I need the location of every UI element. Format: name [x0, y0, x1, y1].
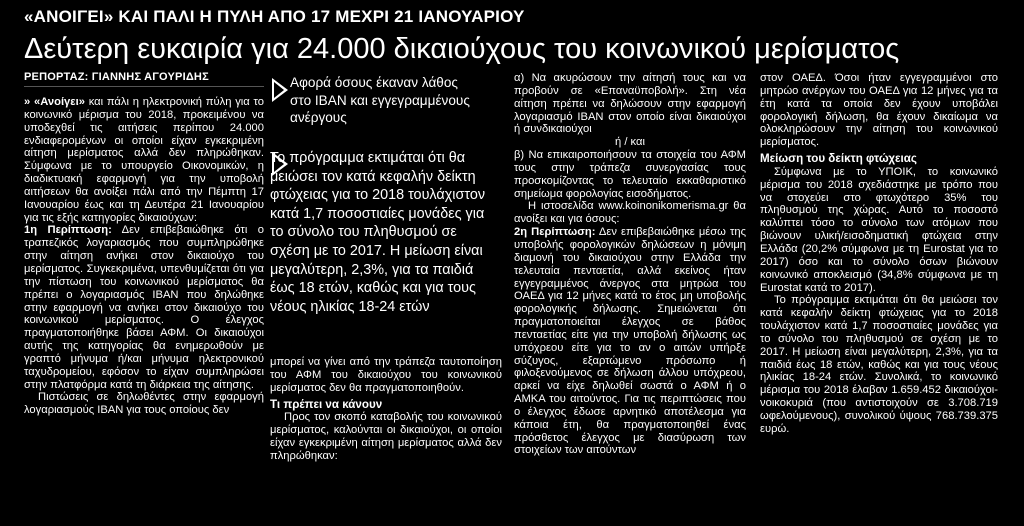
col4-subhead: Μείωση του δείκτη φτώχειας — [760, 152, 917, 166]
pull-quote-2: Το πρόγραμμα εκτιμάται ότι θα μειώσει τον κατά κεφαλήν δείκτη φτώχειας για το 2018 τουλάχιστον κατά 1,7 ποσοστιαίες μονάδες για το σύνολο του πληθυσμού σε σχέση με το 2017. Η μείωση είναι μεγαλύτερη, 2,3%, για τα παιδιά έως 18 ετών, καθώς και για τους νέους ηλικίας 18-24 ετών — [270, 150, 486, 315]
pull-quote-1: Αφορά όσους έκαναν λάθος στο IBAN και εγγεγραμμένους ανέργους — [290, 75, 470, 125]
option-or: ή / και — [615, 136, 645, 149]
case1-text: Δεν επιβεβαιώθηκε ότι ο τραπεζικός λογαριασμός που συμπληρώθηκε στην αίτηση ανήκει στον δικαιούχο του μερίσματος. Συγκεκριμένα, υπενθυμίζεται ότι για την πίστωση του κοινωνικού μερίσματος θα πρέπει ο λογαριασμός IBAN που δηλώθηκε στην εφαρμογή να ανήκει στον δικαιούχο του κοινωνικού μερίσματος. Ο έλεγχος πραγματοποιήθηκε βάσει ΑΦΜ. Οι δικαιούχοι αυτής της κατηγορίας θα ενημερωθούν με γραπτό μήνυμα ή/και μήνυμα ηλεκτρονικού ταχυδρομείου, εφόσον το είχαν συμπληρώσει στην πλατφόρμα κατά τη διάρκεια της αίτησης. — [24, 224, 264, 391]
col2-paragraph-2: Προς τον σκοπό καταβολής του κοινωνικού μερίσματος, καλούνται οι δικαιούχοι, οι οποίοι είχαν εγκεκριμένη αίτηση μερίσματος αλλά δεν πληρώθηκαν: — [270, 411, 502, 462]
column-3 — [514, 72, 746, 457]
case2-text: Δεν επιβεβαιώθηκε μέσω της υποβολής φορολογικών δηλώσεων η μόνιμη διαμονή του δικαιούχου στην Ελλάδα την τελευταία πενταετία, αλλά εκείνος ήταν εγγεγραμμένος άνεργος στα μητρώα του ΟΑΕΔ για 12 μήνες κατά το έτος μη υποβολής φορολογικής δήλωσης. Σημειώνεται ότι πραγματοποιείται έλεγχος σε βάθος πενταετίας είτε για την υποβολή δήλωσης ως υπόχρεου είτε για το αν ο αιτών υπήρξε σύζυγος, εξαρτώμενο πρόσωπο ή φιλοξενούμενος σε δήλωση άλλου υπόχρεου, αρκεί να είχε δηλωθεί σωστά ο ΑΦΜ ή ο ΑΜΚΑ του αιτούντος. Για τις περιπτώσεις που ο έλεγχος έδωσε αρνητικό αποτέλεσμα για κάποια έτη, θα πραγματοποιηθεί ένας πρόσθετος έλεγχος με διασύρωση των στοιχείων των αιτούντων — [514, 226, 747, 457]
byline: ΡΕΠΟΡΤΑΖ: ΓΙΑΝΝΗΣ ΑΓΟΥΡΙΔΗΣ — [24, 71, 209, 83]
kicker: «ΑΝΟΙΓΕΙ» ΚΑΙ ΠΑΛΙ Η ΠΥΛΗ ΑΠΟ 17 ΜΕΧΡΙ 21 ΙΑΝΟΥΑΡΙΟΥ — [24, 7, 525, 26]
col2-paragraph-1: μπορεί να γίνει από την τράπεζα ταυτοποίηση του ΑΦΜ του δικαιούχου του κοινωνικού μερίσματος δεν θα πραγματοποιηθούν. — [270, 356, 502, 394]
column-4 — [760, 72, 998, 436]
byline-rule — [24, 86, 264, 87]
column-1 — [24, 96, 264, 417]
col2-subhead: Τι πρέπει να κάνουν — [270, 397, 383, 411]
triangle-icon — [272, 78, 288, 102]
case2-label: 2η Περίπτωση: — [514, 226, 596, 239]
column-2 — [270, 356, 502, 463]
case1-paragraph — [24, 224, 264, 391]
website-note: Η ιστοσελίδα www.koinonikomerisma.gr θα ανοίξει και για όσους: — [514, 200, 746, 226]
lead-paragraph — [24, 96, 264, 224]
case2-paragraph — [514, 226, 746, 457]
option-a: α) Να ακυρώσουν την αίτησή τους και να προβούν σε «Επαναϋποβολή». Στη νέα αίτηση πρέπει να δηλώσουν στην εφαρμογή λογαριασμό IBAN στον οποίο είναι δικαιούχοι ή συνδικαιούχοι — [514, 72, 746, 136]
col4-paragraph-3: Το πρόγραμμα εκτιμάται ότι θα μειώσει τον κατά κεφαλήν δείκτη φτώχειας για το 2018 τουλάχιστον κατά 1,7 ποσοστιαίες μονάδες για το σύνολο του πληθυσμού σε σχέση με το 2017. Η μείωση είναι μεγαλύτερη, 2,3%, για τα παιδιά έως 18 ετών, καθώς και για τους νέους ηλικίας 18-24 ετών. Συνολικά, το κοινωνικό μέρισμα του 2018 έλαβαν 1.659.452 δικαιούχοι-νοικοκυριά (που αντιστοιχούν σε 3.708.719 ωφελούμενους), συνολικού ύψους 768.739.375 ευρώ. — [760, 294, 998, 435]
col1-paragraph-2: Πιστώσεις σε δηλωθέντες στην εφαρμογή λογαριασμούς IBAN για τους οποίους δεν — [24, 391, 264, 417]
option-b: β) Να επικαιροποιήσουν τα στοιχεία του ΑΦΜ τους στην τράπεζα συνεργασίας τους προσκομίζοντας το τελευταίο εκκαθαριστικό σημείωμα φορολογίας εισοδήματος. — [514, 149, 746, 200]
chevron-icon: » — [24, 96, 31, 108]
col4-paragraph-1: στον ΟΑΕΔ. Όσοι ήταν εγγεγραμμένοι στο μητρώο ανέργων του ΟΑΕΔ για 12 μήνες για τα έτη κατά τα οποία δεν έχουν υποβάλει φορολογική δήλωση, θα έχουν δικαίωμα να ολοκληρώσουν την αίτηση του κοινωνικού μερίσματος. — [760, 72, 998, 149]
headline: Δεύτερη ευκαιρία για 24.000 δικαιούχους του κοινωνικού μερίσματος — [24, 33, 900, 65]
lead-text: και πάλι η ηλεκτρονική πύλη για το κοινωνικό μέρισμα του 2018, προκειμένου να υποδεχθεί τις αιτήσεις περίπου 24.000 ενδιαφερομένων οι οποίοι είχαν εγκεκριμένη αίτηση μερίσματος αλλά δεν πληρώθηκαν. Σύμφωνα με το υπουργείο Οικονομικών, η διαδικτυακή εφαρμογή για την υποβολή αιτήσεων θα ανοίξει πάλι από την Πέμπτη 17 Ιανουαρίου έως και τη Δευτέρα 21 Ιανουαρίου για τις εξής κατηγορίες δικαιούχων: — [24, 96, 264, 224]
lead-bold: «Ανοίγει» — [34, 96, 85, 108]
case1-label: 1η Περίπτωση: — [24, 224, 112, 237]
col4-paragraph-2: Σύμφωνα με το ΥΠΟΙΚ, το κοινωνικό μέρισμα του 2018 σχεδιάστηκε με τρόπο που να στοχεύει στο φτωχότερο 35% του πληθυσμού της χώρας. Αυτό το ποσοστό καλύπτει τόσο το σύνολο των ατόμων που βιώνουν υλική/εισοδηματική φτώχεια στην Ελλάδα (20,2% σύμφωνα με τη Eurostat για το 2017) όσο και το σύνολο όσων βιώνουν κοινωνικό αποκλεισμό (34,8% σύμφωνα με τη Eurostat κατά το 2017). — [760, 165, 998, 294]
